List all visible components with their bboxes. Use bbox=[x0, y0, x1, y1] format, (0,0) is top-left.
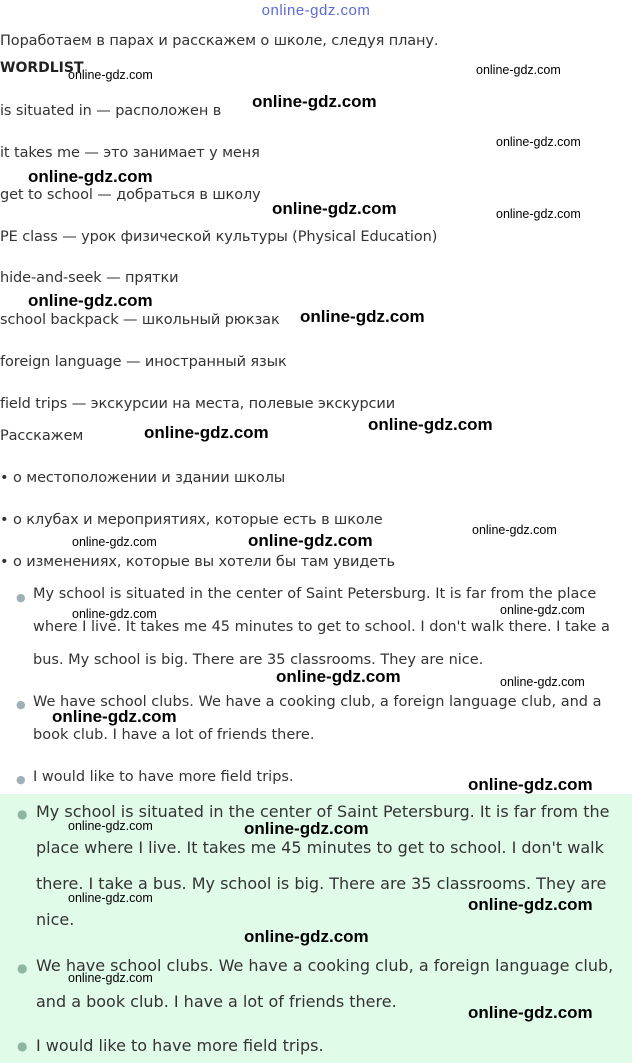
wordlist-item: is situated in — расположен в bbox=[0, 103, 222, 119]
watermark: online-gdz.com bbox=[28, 167, 153, 186]
watermark: online-gdz.com bbox=[496, 135, 581, 149]
bullet-icon: ● bbox=[17, 1039, 28, 1053]
watermark: online-gdz.com bbox=[244, 819, 369, 838]
wordlist-title: WORDLIST bbox=[0, 60, 84, 76]
watermark: online-gdz.com bbox=[244, 927, 369, 946]
plan-title: Расскажем bbox=[0, 428, 84, 444]
watermark: online-gdz.com bbox=[28, 291, 153, 310]
watermark: online-gdz.com bbox=[500, 603, 585, 617]
watermark: online-gdz.com bbox=[276, 667, 401, 686]
watermark: online-gdz.com bbox=[68, 68, 153, 82]
watermark: online-gdz.com bbox=[500, 675, 585, 689]
wordlist-item: hide-and-seek — прятки bbox=[0, 270, 179, 286]
bullet-icon: ● bbox=[16, 591, 26, 604]
watermark: online-gdz.com bbox=[248, 531, 373, 550]
watermark: online-gdz.com bbox=[72, 607, 157, 621]
list-item: My school is situated in the center of Saint Petersburg. It is far from the place where I live. It takes me 45 minutes to get to school. I don't walk there. I take a bus. My school is big. There are 35 classrooms. They are nice. bbox=[36, 802, 610, 929]
list-item: We have school clubs. We have a cooking club, a foreign language club, and a book club. I have a lot of friends there. bbox=[36, 956, 614, 1011]
list-item: My school is situated in the center of Saint Petersburg. It is far from the place where I live. It takes me 45 minutes to get to school. I don't walk there. I take a bus. My school is big. There are 35 classrooms. They are nice. bbox=[33, 586, 610, 668]
bullet-icon: ● bbox=[17, 807, 28, 821]
wordlist-item: foreign language — иностранный язык bbox=[0, 354, 287, 370]
list-item: I would like to have more field trips. bbox=[36, 1036, 324, 1055]
plan-item: • о клубах и мероприятиях, которые есть в школе bbox=[0, 512, 383, 528]
watermark: online-gdz.com bbox=[468, 1003, 593, 1022]
intro-text: Поработаем в парах и расскажем о школе, следуя плану. bbox=[0, 33, 439, 49]
wordlist-item: PE class — урок физической культуры (Physical Education) bbox=[0, 229, 438, 245]
bullet-icon: ● bbox=[16, 698, 26, 711]
watermark: online-gdz.com bbox=[300, 307, 425, 326]
list-item: We have school clubs. We have a cooking club, a foreign language club, and a book club. I have a lot of friends there. bbox=[33, 694, 602, 743]
watermark: online-gdz.com bbox=[468, 775, 593, 794]
watermark: online-gdz.com bbox=[272, 199, 397, 218]
watermark: online-gdz.com bbox=[496, 207, 581, 221]
watermark: online-gdz.com bbox=[468, 895, 593, 914]
watermark: online-gdz.com bbox=[472, 523, 557, 537]
bullet-icon: ● bbox=[16, 773, 26, 786]
plan-item: • о изменениях, которые вы хотели бы там увидеть bbox=[0, 554, 395, 570]
wordlist-item: school backpack — школьный рюкзак bbox=[0, 312, 280, 328]
wordlist-item: it takes me — это занимает у меня bbox=[0, 145, 260, 161]
watermark: online-gdz.com bbox=[72, 535, 157, 549]
watermark: online-gdz.com bbox=[252, 92, 377, 111]
wordlist-item: field trips — экскурсии на места, полевые экскурсии bbox=[0, 396, 396, 412]
list-item: I would like to have more field trips. bbox=[33, 769, 294, 785]
watermark: online-gdz.com bbox=[476, 63, 561, 77]
bullet-icon: ● bbox=[17, 961, 28, 975]
watermark: online-gdz.com bbox=[368, 415, 493, 434]
site-link[interactable]: online-gdz.com bbox=[261, 2, 371, 19]
wordlist-item: get to school — добраться в школу bbox=[0, 187, 261, 203]
watermark: online-gdz.com bbox=[52, 707, 177, 726]
watermark: online-gdz.com bbox=[144, 423, 269, 442]
watermark: online-gdz.com bbox=[68, 891, 153, 905]
plan-item: • о местоположении и здании школы bbox=[0, 470, 286, 486]
watermark: online-gdz.com bbox=[68, 971, 153, 985]
watermark: online-gdz.com bbox=[68, 819, 153, 833]
